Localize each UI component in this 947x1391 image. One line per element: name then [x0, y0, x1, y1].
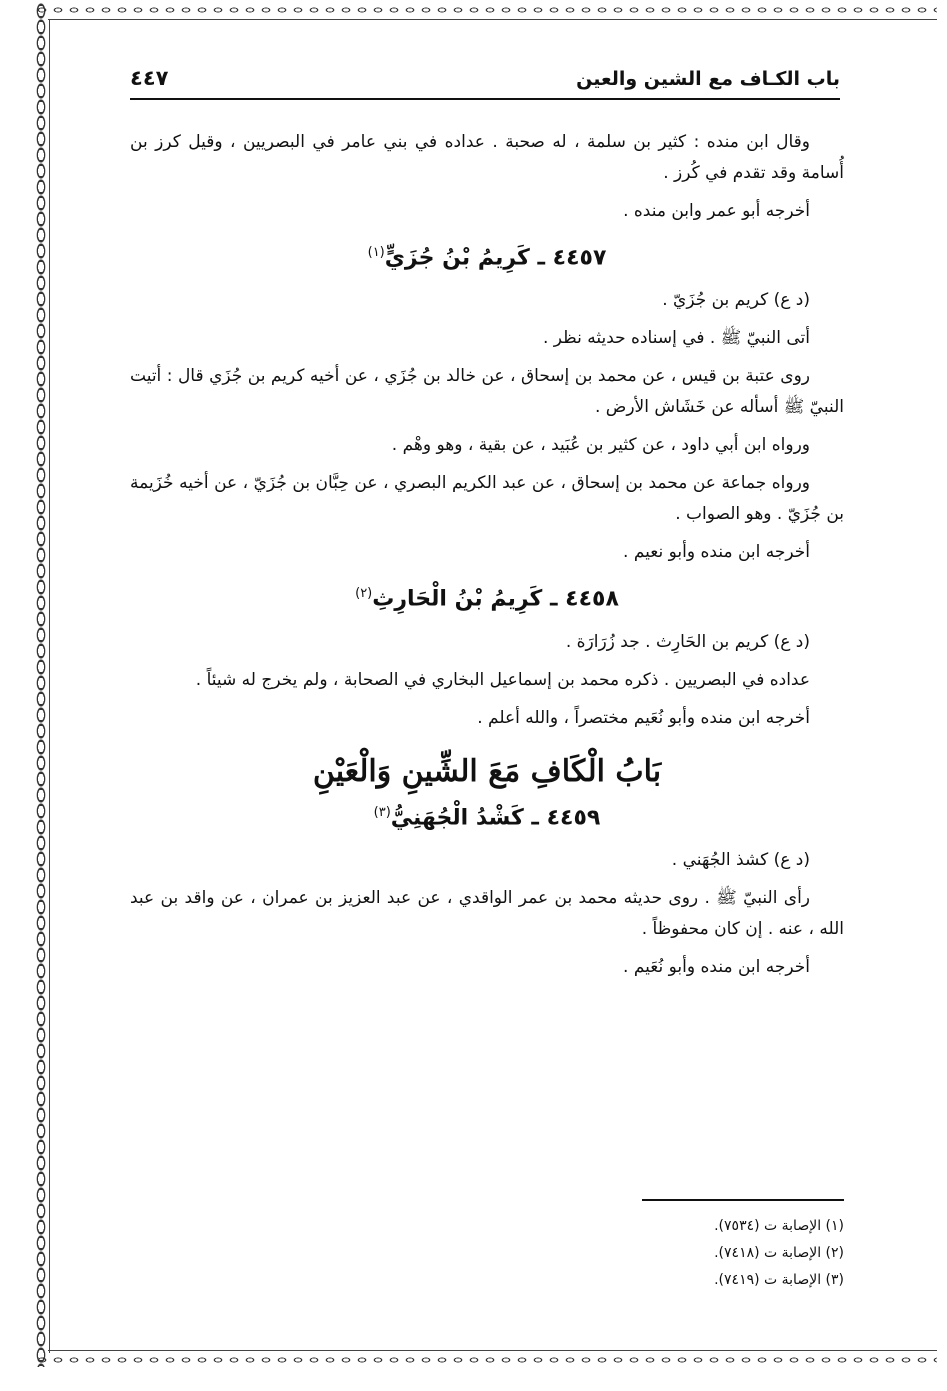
footnote-item: (٢) الإصابة ت (٧٤١٨). [714, 1245, 844, 1261]
footnotes [500, 1213, 844, 1294]
border-left-ornament [34, 3, 48, 1367]
footnote-item: (٣) الإصابة ت (٧٤١٩). [714, 1272, 844, 1288]
entry-heading-4459 [130, 797, 844, 833]
entry-paragraph: أخرجه ابن منده وأبو نعيم . [623, 542, 810, 563]
entry-paragraph: أخرجه ابن منده وأبو نُعَيم . [623, 956, 810, 977]
footnote-item: (١) الإصابة ت (٧٥٣٤). [714, 1218, 844, 1234]
border-bottom-ornament [34, 1353, 937, 1367]
intro-paragraph: أخرجه أبو عمر وابن منده . [623, 201, 810, 221]
entry-paragraph: ورواه جماعة عن محمد بن إسحاق ، عن عبد الكريم البصري ، عن حِبَّان بن جُزَيّ ، عن أخيه خُزَيمة بن جُزَيّ . وهو الصواب . [130, 473, 844, 525]
entry-paragraph: روى عتبة بن قيس ، عن محمد بن إسحاق ، عن خالد بن جُزَي ، عن أخيه كريم بن جُزَي قال : أتيت النبيّ ﷺ أسأله عن خَشَاش الأرض . [130, 366, 844, 418]
entry-heading-4457 [130, 237, 844, 273]
footnote-mark: (٢) [355, 586, 373, 602]
entry-paragraph: أخرجه ابن منده وأبو نُعَيم مختصراً ، والله أعلم . [477, 707, 810, 728]
entry-heading-text: ٤٤٥٨ ـ كَرِيمُ بْنُ الْحَارِثِ [372, 586, 619, 612]
footnote-mark: (٣) [373, 804, 391, 820]
page-number: ٤٤٧ [130, 66, 169, 90]
footnote-separator [642, 1199, 844, 1201]
border-rule-bottom [48, 1350, 937, 1351]
border-rule-left [49, 19, 50, 1353]
entry-heading-text: ٤٤٥٩ ـ كَشْدُ الْجُهَنِيُّ [390, 804, 601, 830]
footnote-mark: (١) [367, 245, 385, 260]
chapter-title: بَابُ الْكَافِ مَعَ الشِّينِ وَالْعَيْنِ [312, 753, 662, 789]
entry-paragraph: عداده في البصريين . ذكره محمد بن إسماعيل البخاري في الصحابة ، ولم يخرج له شيئاً . [195, 669, 810, 690]
running-title: باب الكـاف مع الشين والعين [576, 68, 840, 90]
entry-paragraph: (د ع) كريم بن الحَارِث . جد زُرَارَة . [565, 631, 810, 652]
entry-heading-4458 [130, 578, 844, 614]
entry-paragraph: (د ع) كريم بن جُزَيّ . [662, 290, 810, 311]
border-rule-top [48, 19, 937, 20]
page-body [130, 127, 844, 990]
intro-paragraph: وقال ابن منده : كثير بن سلمة ، له صحبة . عداده في بني عامر في البصريين ، وقيل كرز بن أُسامة وقد تقدم في كُرز . [130, 132, 844, 183]
entry-paragraph: ورواه ابن أبي داود ، عن كثير بن عُبَيد ، عن بقية ، وهو وهْم . [391, 435, 810, 456]
entry-paragraph: (د ع) كشذ الجُهَني . [671, 849, 810, 870]
border-top-ornament [34, 3, 937, 17]
entry-paragraph: أتى النبيّ ﷺ . في إسناده حديثه نظر . [542, 328, 810, 349]
entry-heading-text: ٤٤٥٧ ـ كَرِيمُ بْنُ جُزَيٍّ [384, 245, 607, 271]
entry-paragraph: رأى النبيّ ﷺ . روى حديثه محمد بن عمر الواقدي ، عن عبد العزيز بن عمران ، عن واقد بن عبد الله ، عنه . إن كان محفوظاً . [130, 887, 844, 939]
page-header [130, 66, 840, 100]
